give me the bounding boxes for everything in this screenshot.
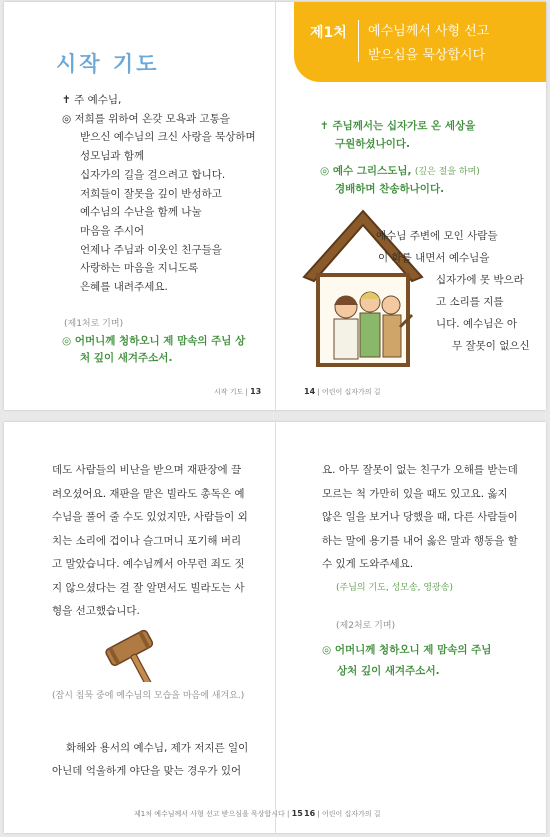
text-line: 아닌데 억울하게 야단을 맞는 경우가 있어 (52, 765, 242, 777)
station-title-2: 받으심을 묵상합시다 (368, 48, 486, 63)
text-line: 하는 말에 용기를 내어 옳은 말과 행동을 할 (322, 534, 518, 547)
banner-divider (358, 20, 359, 62)
top-spread (4, 2, 546, 410)
text-line: 성모님과 함께 (80, 150, 145, 163)
station-banner (294, 2, 546, 82)
footer-label: 시작 기도 (214, 388, 244, 396)
page-number: 15 (291, 809, 303, 818)
text-line: 마음을 주시어 (80, 224, 145, 237)
text-line: 십자가의 길을 걸으려고 합니다. (80, 168, 226, 181)
gavel-illustration (100, 622, 190, 682)
text-line: 사랑하는 마음을 지니도록 (80, 262, 199, 275)
text-line: 저희들이 잘못을 깊이 반성하고 (80, 187, 222, 200)
station-title-1: 예수님께서 사형 선고 (368, 24, 490, 39)
refrain-line-1: ◎ 어머니께 청하오니 제 맘속의 주님 상 (62, 335, 246, 347)
page-number: 14 (304, 387, 316, 396)
refrain-line-1: ◎ 어머니께 청하오니 제 맘속의 주님 (322, 644, 492, 656)
text-line: 은혜를 내려주세요. (80, 281, 168, 293)
text-line: 이 화를 내면서 예수님을 (378, 252, 490, 264)
text-line: 십자가에 못 박으라 (436, 274, 524, 286)
text-line: 않은 일을 보거나 당했을 때, 다른 사람들이 (322, 511, 518, 523)
text-line: 예수님 주변에 모인 사람들 (376, 230, 498, 242)
gesture-note: (깊은 절을 하며) (414, 167, 480, 177)
text-line: 데도 사람들의 비난을 받으며 재판장에 끌 (52, 464, 242, 476)
footer-label: 어린이 십자가의 길 (321, 810, 381, 818)
text-line: 형을 선고했습니다. (52, 605, 140, 617)
text-line: 받으신 예수님의 크신 사랑을 묵상하며 (80, 131, 256, 144)
refrain-line-2: 상처 깊이 새겨주소서. (337, 665, 440, 677)
text-line: 니다. 예수님은 아 (436, 318, 518, 330)
station-note: (제2처로 기며) (336, 621, 396, 631)
versicle-1b: 구원하셨나이다. (335, 138, 410, 150)
response-1: ◎ 예수 그리스도님, (깊은 절을 하며) (320, 165, 480, 177)
text-line: 언제나 주님과 이웃인 친구들을 (80, 243, 222, 256)
station-note: (제1처로 기며) (64, 319, 124, 329)
versicle-1: ✝ 주님께서는 십자가로 온 세상을 (320, 120, 476, 132)
footer-label: 제1처 예수님께서 사형 선고 받으심을 묵상합시다 (134, 810, 285, 818)
station-number: 제1처 (310, 25, 347, 41)
bottom-spread (4, 422, 546, 833)
footer-label: 어린이 십자가의 길 (321, 388, 381, 396)
text-line: 고 소리를 지를 (436, 296, 504, 308)
text-line: 치는 소리에 겁이나 슬그머니 포기해 버리 (52, 534, 242, 547)
text-line: 려오셨어요. 재판을 맡은 빌라도 총독은 예 (52, 487, 245, 500)
silence-note: (잠시 침묵 중에 예수님의 모습을 마음에 새겨요.) (52, 691, 245, 701)
gutter (275, 422, 276, 833)
page-number: 16 (304, 809, 316, 818)
page-footer-15: 제1처 예수님께서 사형 선고 받으심을 묵상합시다 | 15 (134, 809, 303, 818)
text-line: ✝ 주 예수님, (62, 94, 122, 106)
text-line: ◎ 저희를 위하여 온갖 모욕과 고통을 (62, 112, 230, 125)
text-line: 예수님의 수난을 함께 나눌 (80, 206, 202, 219)
text-line: 지 않으셨다는 걸 잘 알면서도 빌라도는 사 (52, 581, 245, 594)
refrain-line-2: 처 깊이 새겨주소서. (80, 352, 173, 364)
response-1b: 경배하며 찬송하나이다. (335, 183, 445, 195)
section-title: 시작 기도 (56, 52, 160, 76)
text-line: 수 있게 도와주세요. (322, 558, 414, 570)
text-line: 수님을 풀어 줄 수도 있었지만, 사람들이 외 (52, 511, 248, 523)
gutter (275, 2, 276, 410)
text-line: 화해와 용서의 예수님, 제가 저지른 일이 (66, 742, 249, 754)
text-line: 요. 아무 잘못이 없는 친구가 오해를 받는데 (322, 464, 518, 476)
text-line: 무 잘못이 없으신 (452, 340, 530, 352)
prayers-note: (주님의 기도, 성모송, 영광송) (336, 583, 453, 593)
page-footer-14: 14 | 어린이 십자가의 길 (304, 387, 381, 396)
page-footer-13: 시작 기도 | 13 (214, 387, 262, 396)
page-footer-16: 16 | 어린이 십자가의 길 (304, 809, 381, 818)
text-line: 모르는 척 가만히 있을 때도 있고요. 옳지 (322, 487, 508, 500)
text-line: 고 말았습니다. 예수님께서 아무런 죄도 짓 (52, 558, 245, 570)
page-number: 13 (250, 387, 262, 396)
